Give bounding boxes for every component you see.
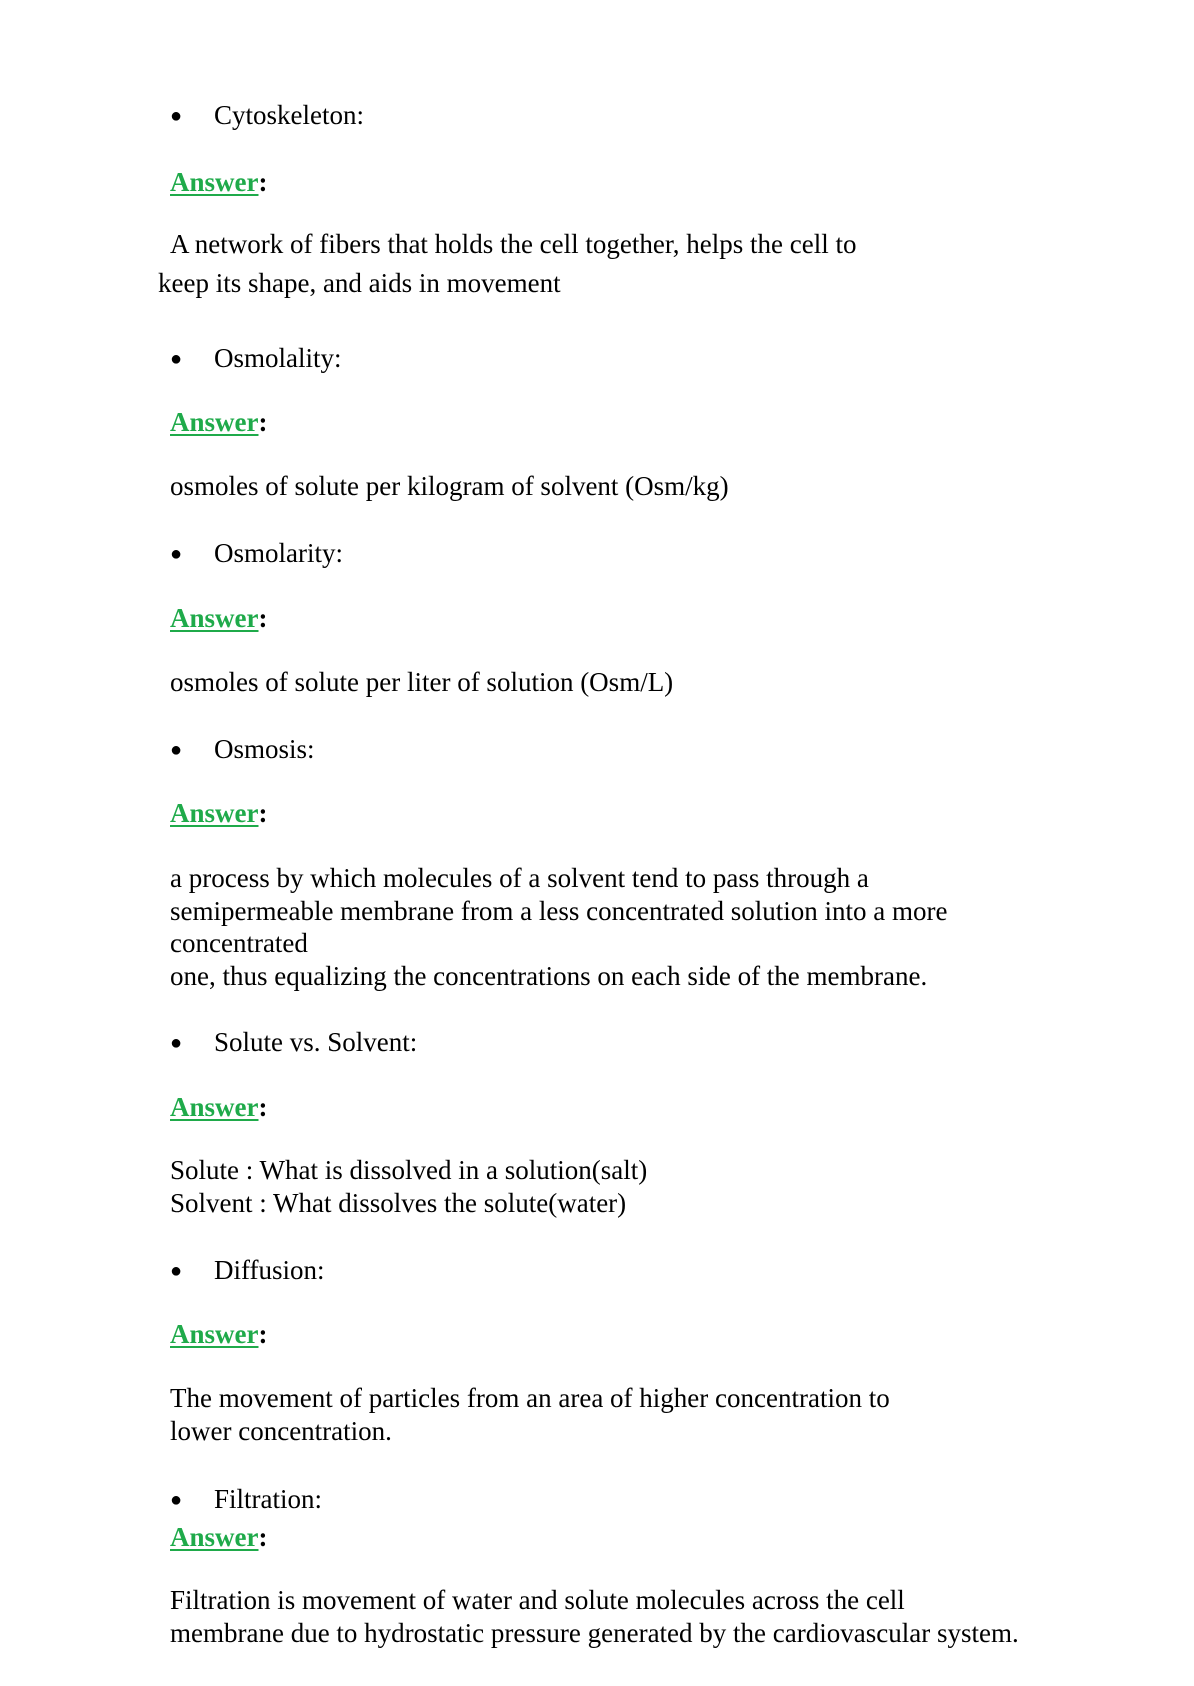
definition-line: The movement of particles from an area of higher concentration to [170,1383,890,1413]
term-heading [170,537,343,570]
bullet-icon: ● [170,739,183,761]
answer-label: Answer [170,603,259,633]
definition-line: one, thus equalizing the concentrations on each side of the membrane. [170,960,928,991]
answer-heading [170,406,268,438]
answer-colon: : [258,1522,268,1552]
term-heading [170,1483,322,1516]
bullet-icon: ● [170,348,183,370]
answer-label: Answer [170,407,259,437]
answer-heading [170,1091,268,1123]
answer-colon: : [258,603,268,633]
answer-heading [170,1521,268,1553]
term-label: Solute vs. Solvent: [214,1027,418,1057]
term-heading [170,342,342,375]
term-label: Osmolality: [214,343,342,373]
term-label: Osmolarity: [214,538,343,568]
definition-line: Solvent : What dissolves the solute(water) [170,1187,627,1218]
definition-line: semipermeable membrane from a less concentrated solution into a more [170,895,948,926]
answer-heading [170,166,268,198]
bullet-icon: ● [170,543,183,565]
answer-colon: : [258,798,268,828]
definition-line: membrane due to hydrostatic pressure generated by the cardiovascular system. [170,1617,1019,1648]
answer-colon: : [258,1092,268,1122]
term-label: Cytoskeleton: [214,100,364,130]
answer-label: Answer [170,167,259,197]
definition-line: Filtration is movement of water and solute molecules across the cell [170,1585,905,1615]
term-label: Filtration: [214,1484,322,1514]
answer-colon: : [258,1319,268,1349]
definition-text [158,228,857,299]
term-heading [170,1026,417,1059]
definition-text [170,1382,890,1447]
bullet-icon: ● [170,1489,183,1511]
definition-text [170,1154,647,1219]
definition-line: concentrated [170,928,308,958]
bullet-icon: ● [170,105,183,127]
definition-text [170,1584,1019,1649]
bullet-icon: ● [170,1032,183,1054]
bullet-icon: ● [170,1260,183,1282]
definition-line: a process by which molecules of a solvent tend to pass through a [170,863,869,893]
term-heading [170,99,364,132]
term-label: Osmosis: [214,734,315,764]
definition-text [170,470,729,503]
definition-line: Solute : What is dissolved in a solution(salt) [170,1155,648,1185]
answer-label: Answer [170,1522,259,1552]
term-heading [170,1254,325,1287]
definition-line: lower concentration. [170,1415,392,1446]
answer-colon: : [258,167,268,197]
answer-heading [170,602,268,634]
definition-line: osmoles of solute per liter of solution (Osm/L) [170,667,674,697]
term-label: Diffusion: [214,1255,325,1285]
definition-line: keep its shape, and aids in movement [158,267,561,298]
definition-line: osmoles of solute per kilogram of solvent (Osm/kg) [170,471,729,501]
answer-heading [170,797,268,829]
definition-line: A network of fibers that holds the cell together, helps the cell to [170,229,857,259]
definition-text [170,862,947,992]
answer-colon: : [258,407,268,437]
answer-heading [170,1318,268,1350]
term-heading [170,733,315,766]
answer-label: Answer [170,1092,259,1122]
answer-label: Answer [170,1319,259,1349]
definition-text [170,666,673,699]
answer-label: Answer [170,798,259,828]
